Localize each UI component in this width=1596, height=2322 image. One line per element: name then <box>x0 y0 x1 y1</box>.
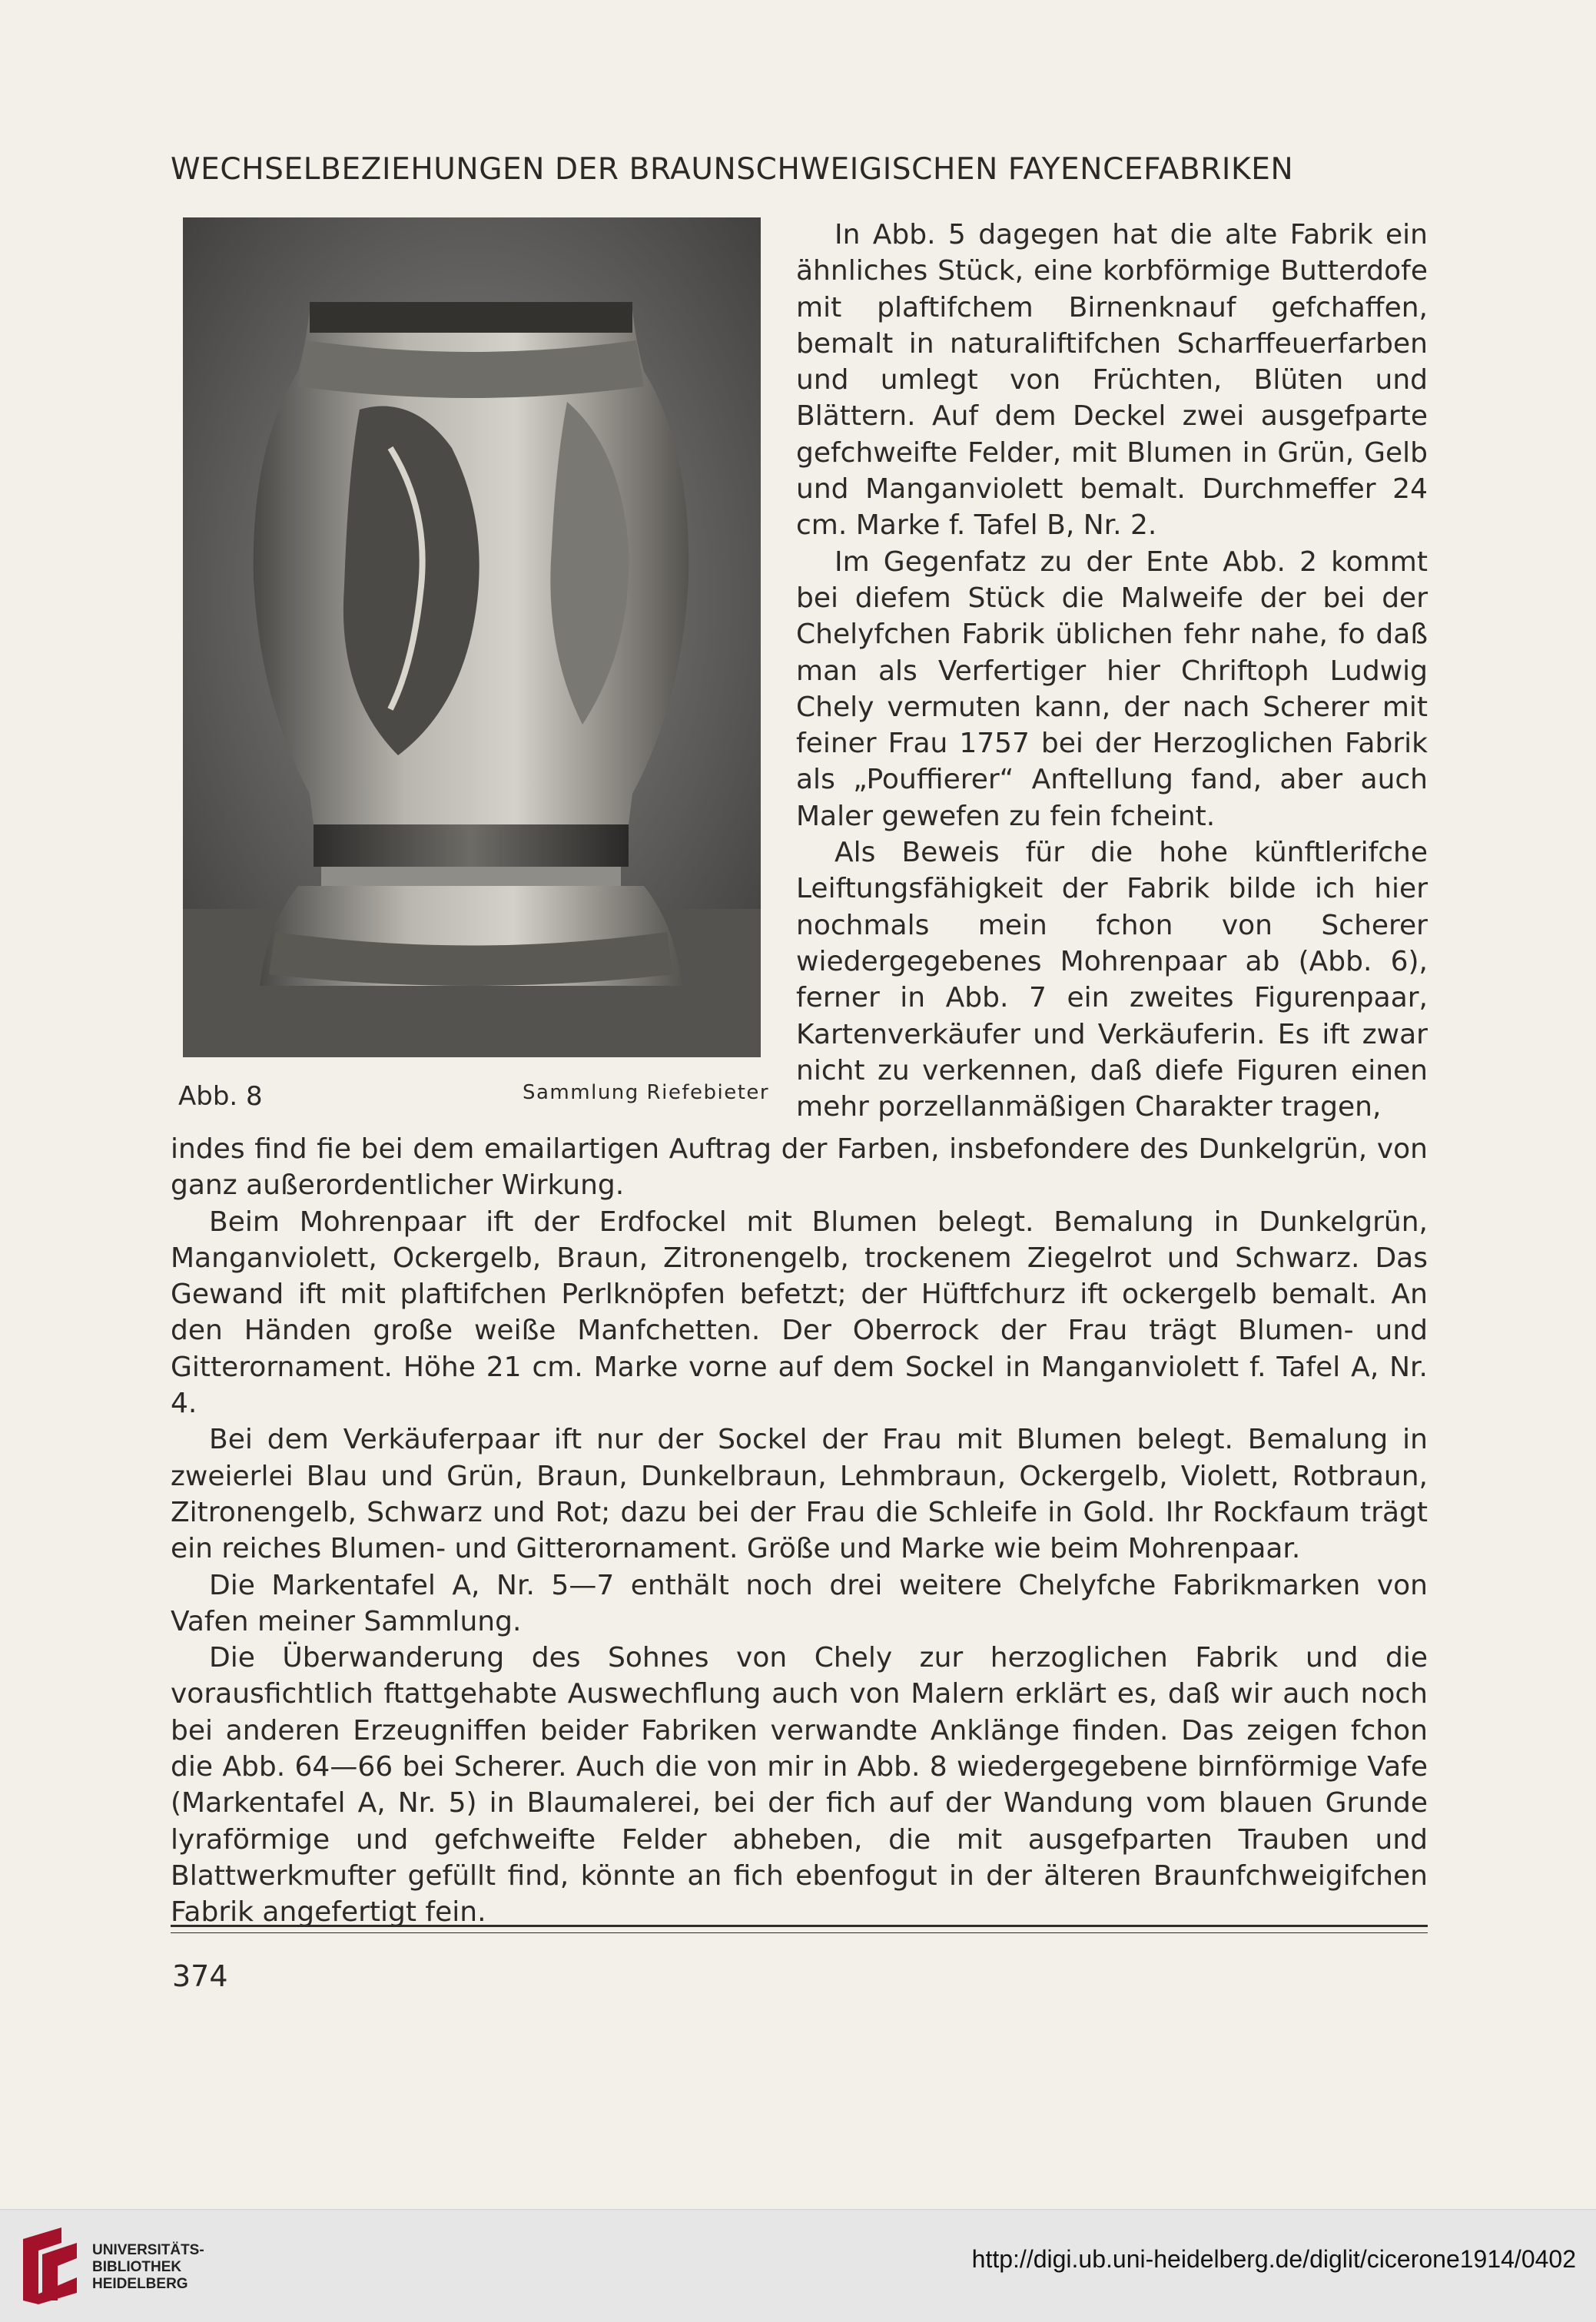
university-library-logo-icon <box>15 2224 85 2307</box>
paragraph: Die Überwanderung des Sohnes von Chely zur herzoglichen Fabrik und die vorausfichtlich ftattgehabte Auswechflung auch von Malern erklärt es, daß wir auch noch bei anderen Erzeugniffen beider Fabriken verwandte Anklänge finden. Das zeigen fchon die Abb. 64—66 bei Scherer. Auch die von mir in Abb. 8 wiedergegebene birnförmige Vafe (Markentafel A, Nr. 5) in Blaumalerei, bei der fich auf der Wandung vom blauen Grunde lyraförmige und gefchweifte Felder abheben, die mit ausgefparten Trauben und Blattwerkmufter gefüllt find, könnte an fich ebenfogut in der älteren Braunfchweigifchen Fabrik angefertigt fein. <box>171 1642 1428 1929</box>
running-header: WECHSELBEZIEHUNGEN DER BRAUNSCHWEIGISCHEN FAYENCEFABRIKEN <box>171 152 1294 187</box>
viewer-footer-bar <box>0 2209 1596 2322</box>
paragraph: Bei dem Verkäuferpaar ift nur der Sockel der Frau mit Blumen belegt. Bemalung in zweierlei Blau und Grün, Braun, Dunkelbraun, Lehmbraun, Ockergelb, Violett, Rotbraun, Zitronengelb, Schwarz und Rot; dazu bei der Frau die Schleife in Gold. Ihr Rockfaum trägt ein reiches Blumen- und Gitterornament. Größe und Marke wie beim Mohrenpaar. <box>171 1424 1428 1565</box>
paragraph: Im Gegenfatz zu der Ente Abb. 2 kommt bei diefem Stück die Malweife der bei der Chelyfchen Fabrik üblichen fehr nahe, fo daß man als Verfertiger hier Chriftoph Ludwig Chely vermuten kann, der nach Scherer mit feiner Frau 1757 bei der Herzoglichen Fabrik als „Pouffierer“ Anftellung fand, aber auch Maler gewefen zu fein fcheint. <box>796 546 1428 832</box>
full-width-text <box>171 1131 1428 1931</box>
figure-label: Abb. 8 <box>178 1081 263 1112</box>
footer-rule-thin <box>171 1932 1428 1933</box>
paragraph: Die Markentafel A, Nr. 5—7 enthält noch drei weitere Chelyfche Fabrikmarken von Vafen meiner Sammlung. <box>171 1569 1428 1637</box>
figure-credit: Sammlung Riefebieter <box>523 1081 770 1104</box>
right-column-text <box>796 217 1428 1125</box>
paragraph: Als Beweis für die hohe künftlerifche Leiftungsfähigkeit der Fabrik bilde ich hier nochmals mein fchon von Scherer wiedergegebenes Mohrenpaar ab (Abb. 6), ferner in Abb. 7 ein zweites Figurenpaar, Kartenverkäufer und Verkäuferin. Es ift zwar nicht zu verkennen, daß diefe Figuren einen mehr porzellanmäßigen Charakter tragen, <box>796 837 1428 1123</box>
paragraph-continuation: indes find fie bei dem emailartigen Auftrag der Farben, insbefondere des Dunkelgrün, von ganz außerordentlicher Wirkung. <box>171 1133 1428 1202</box>
paragraph: Beim Mohrenpaar ift der Erdfockel mit Blumen belegt. Bemalung in Dunkelgrün, Manganviolett, Ockergelb, Braun, Zitronengelb, trockenem Ziegelrot und Schwarz. Das Gewand ift mit plaftifchen Perlknöpfen befetzt; der Hüftfchurz ift ockergelb bemalt. An den Händen große weiße Manfchetten. Der Oberrock der Frau trägt Blumen- und Gitterornament. Höhe 21 cm. Marke vorne auf dem Sockel in Manganviolett f. Tafel A, Nr. 4. <box>171 1206 1428 1420</box>
source-url-link[interactable]: http://digi.ub.uni-heidelberg.de/diglit/cicerone1914/0402 <box>971 2245 1576 2273</box>
page-number: 374 <box>172 1959 228 1993</box>
footer-rule-thick <box>171 1925 1428 1927</box>
vase-photograph <box>183 217 761 1057</box>
vase-illustration <box>183 217 761 1057</box>
library-name: UNIVERSITÄTS- BIBLIOTHEK HEIDELBERG <box>92 2242 204 2292</box>
paragraph: In Abb. 5 dagegen hat die alte Fabrik ein ähnliches Stück, eine korbförmige Butterdofe mit plaftifchem Birnenknauf gefchaffen, bemalt in naturaliftifchen Scharffeuerfarben und umlegt von Früchten, Blüten und Blättern. Auf dem Deckel zwei ausgefparte gefchweifte Felder, mit Blumen in Grün, Gelb und Manganviolett bemalt. Durchmeffer 24 cm. Marke f. Tafel B, Nr. 2. <box>796 219 1428 542</box>
